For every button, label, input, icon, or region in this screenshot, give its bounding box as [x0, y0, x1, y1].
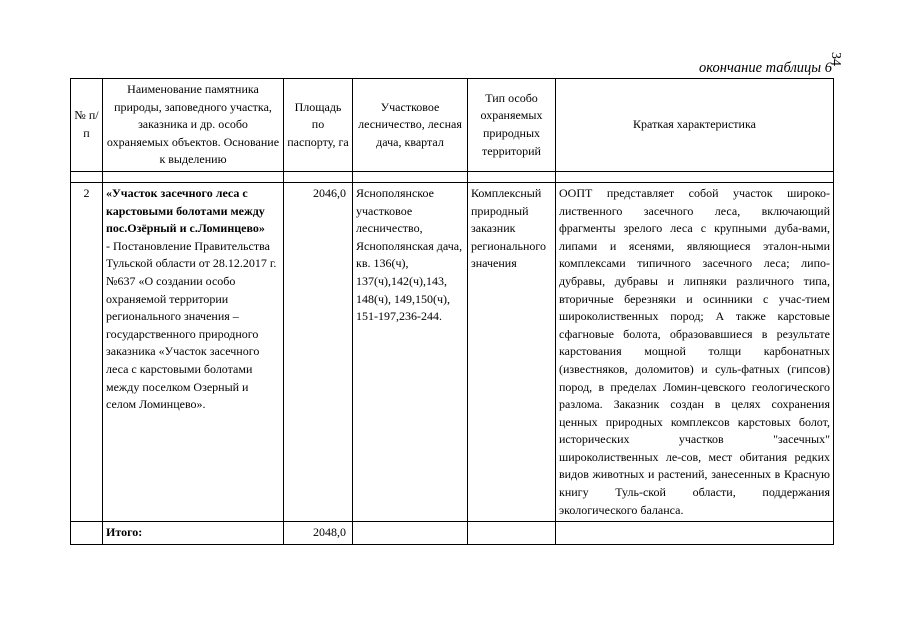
row-number: 2: [71, 182, 103, 521]
table-caption: окончание таблицы 6: [699, 60, 832, 76]
row-type: Комплексный природный заказник регионального значения: [468, 182, 556, 521]
protected-areas-table: [70, 78, 834, 545]
reserve-title: «Участок засечного леса с карстовыми болотами между пос.Озёрный и с.Ломинцево»: [106, 185, 265, 236]
header-number: № п/п: [71, 79, 103, 172]
total-label: Итого:: [103, 522, 284, 545]
header-description: Краткая характеристика: [556, 79, 834, 172]
reserve-legal-basis: - Постановление Правительства Тульской области от 28.12.2017 г. №637 «О создании особо охраняемой территории регионального значения – государственного природного заказника «Участок засечного леса с карстовыми болотами между поселком Озерный и селом Ломинцево».: [106, 238, 277, 412]
header-forestry: Участковое лесничество, лесная дача, квартал: [353, 79, 468, 172]
row-forestry: Яснополянское участковое лесничество, Яснополянская дача, кв. 136(ч), 137(ч),142(ч),143, 148(ч), 149,150(ч), 151-197,236-244.: [353, 182, 468, 521]
header-row: [71, 79, 834, 172]
total-area: 2048,0: [284, 522, 353, 545]
header-type: Тип особо охраняемых природных территорий: [468, 79, 556, 172]
total-empty-cell: [71, 522, 103, 545]
table-row: [71, 182, 834, 521]
page-number: 34: [828, 52, 843, 66]
total-row: [71, 522, 834, 545]
header-name: Наименование памятника природы, заповедного участка, заказника и др. особо охраняемых объектов. Основание к выделению: [103, 79, 284, 172]
spacer-row: [71, 171, 834, 182]
row-description: ООПТ представляет собой участок широко-лиственного засечного леса, включающий фрагменты зрелого леса с крупными дуба-вами, липами и ясенями, являющиеся эталон-ными комплексами типичного засечного леса; липо-дубравы, дубравы и липняки различного типа, вторичные березняки и осинники с учас-тием широколиственных пород; А также карстовые сфагновые болота, образовавшиеся в результате карстования мощной толщи карбонатных (известняков, доломитов) и суль-фатных (гипсов) пород, в пределах Ломин-цевского геологического разлома. Заказник создан в целях сохранения ценных природных комплексов карстовых болот, исторических участков "засечных" широколиственных ле-сов, мест обитания редких видов животных и растений, занесенных в Красную книгу Туль-ской области, поддержания экологического баланса.: [556, 182, 834, 521]
header-area: Площадь по паспорту, га: [284, 79, 353, 172]
row-area: 2046,0: [284, 182, 353, 521]
row-name-cell: [103, 182, 284, 521]
